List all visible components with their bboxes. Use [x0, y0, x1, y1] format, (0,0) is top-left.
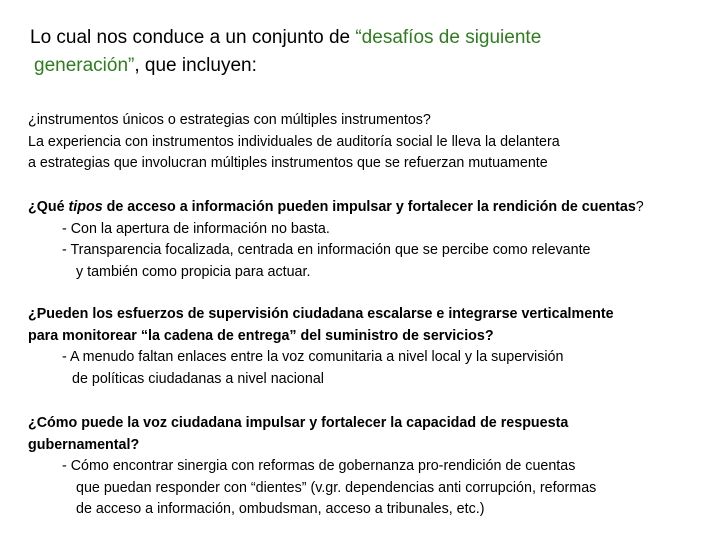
- section2-question-part1: ¿Qué: [28, 199, 69, 215]
- section3-bullet1: - A menudo faltan enlaces entre la voz comunitaria a nivel local y la supervisión: [62, 349, 564, 365]
- section-supervision-ciudadana: [28, 304, 708, 390]
- section2-bullet2-cont: y también como propicia para actuar.: [76, 263, 311, 280]
- section2-question: [28, 197, 708, 219]
- title-prefix: Lo cual nos conduce a un conjunto de: [30, 27, 351, 48]
- section2-question-part2: de acceso a información pueden impulsar y fortalecer la rendición de cuentas: [102, 199, 636, 215]
- title-highlight-line2: generación”: [34, 55, 135, 76]
- section-voz-ciudadana: [28, 413, 708, 521]
- section2-question-italic: tipos: [68, 199, 103, 215]
- section2-bullet2: - Transparencia focalizada, centrada en información que se percibe como relevante: [62, 242, 591, 258]
- section-instrumentos: [28, 110, 708, 175]
- section1-line1: La experiencia con instrumentos individuales de auditoría social le lleva la delantera: [28, 133, 560, 150]
- section3-question-line1: ¿Pueden los esfuerzos de supervisión ciudadana escalarse e integrarse verticalmente: [28, 306, 614, 322]
- section4-question-line1: ¿Cómo puede la voz ciudadana impulsar y fortalecer la capacidad de respuesta: [28, 415, 569, 431]
- slide-title: [30, 24, 700, 80]
- section1-question: ¿instrumentos únicos o estrategias con múltiples instrumentos?: [28, 112, 431, 128]
- section-acceso-informacion: [28, 197, 708, 283]
- section3-bullet1-cont: de políticas ciudadanas a nivel nacional: [72, 370, 324, 387]
- section4-bullet1-cont1: que puedan responder con “dientes” (v.gr. dependencias anti corrupción, reformas: [76, 479, 597, 496]
- section4-bullet1-cont2: de acceso a información, ombudsman, acceso a tribunales, etc.): [76, 501, 485, 517]
- title-highlight-line1: “desafíos de siguiente: [355, 27, 542, 48]
- title-suffix: , que incluyen:: [134, 55, 257, 76]
- section2-question-mark: ?: [635, 199, 644, 215]
- section4-question-line2: gubernamental?: [28, 436, 140, 453]
- section1-line2: a estrategias que involucran múltiples instrumentos que se refuerzan mutuamente: [28, 155, 548, 171]
- section2-bullet1: - Con la apertura de información no basta.: [62, 220, 330, 237]
- section3-question-line2: para monitorear “la cadena de entrega” del suministro de servicios?: [28, 327, 494, 344]
- section4-bullet1: - Cómo encontrar sinergia con reformas de gobernanza pro-rendición de cuentas: [62, 458, 576, 474]
